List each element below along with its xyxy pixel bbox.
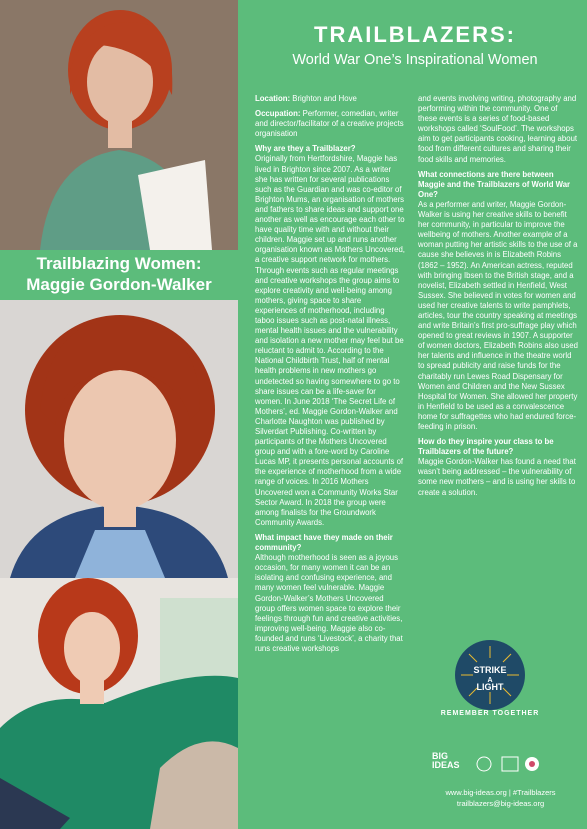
photo-performer-reading — [0, 0, 238, 250]
occupation-line — [255, 109, 405, 139]
light-text: LIGHT — [476, 682, 504, 692]
contact-email[interactable]: trailblazers@big-ideas.org — [456, 799, 545, 808]
page-heading — [0, 253, 238, 295]
connections-text: As a performer and writer, Maggie Gordon-Walker is using her creative skills to benefit her community, in particular to improve the wellbeing of mothers. Another example of a woman putting her artistic skills to the use of a cause she believes in is Elizabeth Robins (1862 – 1952). An American actress, reputed with bringing Ibsen to the British stage, and a novelist, Elizabeth settled in Henfield, West Sussex. She believed in votes for women and used her creative talents to write pamphlets, articles, tour the country speaking at meetings and write Britain’s first pro-suffrage play which opened to great reviews in 1907. A supporter of women doctors, Elizabeth Robins also used her talents and influence in the theatre world to spread publicity and raise funds for the charitably run Lewes Road Dispensary for Women and Children and the New Sussex Hospital for Women. She allowed her property in Henfield to be used as a convalescence home for suffragettes who had endured force-feeding in prison. — [418, 199, 578, 431]
heading-line-1: Trailblazing Women: — [36, 254, 202, 273]
impact-heading: What impact have they made on their community? — [255, 532, 393, 553]
footer — [418, 787, 583, 809]
heading-line-2: Maggie Gordon-Walker — [26, 275, 212, 294]
why-text: Originally from Hertfordshire, Maggie has lived in Brighton since 2007. As a writer she has written for several publications such as the Guardian and was co-editor of Brighton Mums, an organisation of mothers and fathers to share ideas and support one another as well as encourage each other to have quality time with and without their children. Maggie set up and runs another organisation known as Mothers Uncovered, a creative support network for mothers. Through events such as regular meetings and creative workshops the group aims to explore creativity and well-being among mothers, giving space to share experiences of motherhood, including taboo issues such as post-natal illness, mental health issues and the vulnerability and isolation a new mother may feel but be reluctant to admit to. According to the National Childbirth Trust, half of mental health problems in new mothers go undetected so having somewhere to go to share issues can be a life-saver for women. In June 2018 ‘The Secret Life of Mothers’, ed. Maggie Gordon-Walker and Charlotte Naughton was published by Silverdart Publishing. Co-written by participants of the Mothers Uncovered group and with a fore-word by Caroline Lucas MP, it presents personal accounts of the experience of motherhood from a wide range of voices. In 2016 Mothers Uncovered won a Community Works Star Sector Award. In 2018 the group were among finalists for the Groundwork Community Awards. — [255, 154, 405, 527]
occupation-label: Occupation: — [255, 109, 301, 119]
strike-a-light-logo — [455, 640, 525, 710]
title: TRAILBLAZERS: — [314, 22, 516, 47]
impact-text: Although motherhood is seen as a joyous occasion, for many women it can be an isolating and confusing experience, and many women feel vulnerable. Maggie Gordon-Walker’s Mothers Uncovered group offers women space to explore their feelings through fun and creative activities, improving well-being. Maggie also co-founded and runs ‘Livestock’, a charity that runs creative workshops — [255, 553, 403, 653]
big-ideas-logo: BIG IDEAS — [432, 751, 460, 770]
partner-logo-1 — [477, 757, 491, 771]
location-value: Brighton and Hove — [290, 94, 357, 103]
continued-text: and events involving writing, photography and performing within the community. One of these events is a series of food-based workshops called ‘SoulFood’. The workshops aim to get participants cooking, learning about food from different cultures and sharing their food skills and memories. — [418, 94, 578, 164]
header — [250, 22, 580, 68]
subtitle: World War One’s Inspirational Women — [292, 52, 538, 68]
inspire-text: Maggie Gordon-Walker has found a need that wasn’t being addressed – the vulnerability of some new mothers – and is using her skills to create a solution. — [418, 457, 576, 497]
location-label: Location: — [255, 94, 291, 103]
remember-together-logo: REMEMBER TOGETHER — [440, 710, 540, 717]
occupation-value: Performer, comedian, writer and director/facilitator of a creative projects organisation — [255, 109, 404, 139]
partner-logos — [432, 752, 552, 776]
strike-text: STRIKE — [473, 665, 507, 675]
website-and-hashtag[interactable]: www.big-ideas.org | #Trailblazers — [445, 788, 556, 797]
partner-logo-2 — [502, 757, 518, 771]
inspire-heading: How do they inspire your class to be Trailblazers of the future? — [418, 437, 554, 457]
text-column-2 — [418, 94, 578, 503]
photo-portrait — [0, 300, 238, 578]
why-heading: Why are they a Trailblazer? — [255, 144, 356, 154]
a-text: A — [487, 677, 493, 684]
connections-heading: What connections are there between Maggie and the Trailblazers of World War One? — [418, 169, 571, 199]
photo-seated — [0, 578, 238, 829]
text-column-1 — [255, 94, 405, 659]
location-line — [255, 94, 405, 104]
